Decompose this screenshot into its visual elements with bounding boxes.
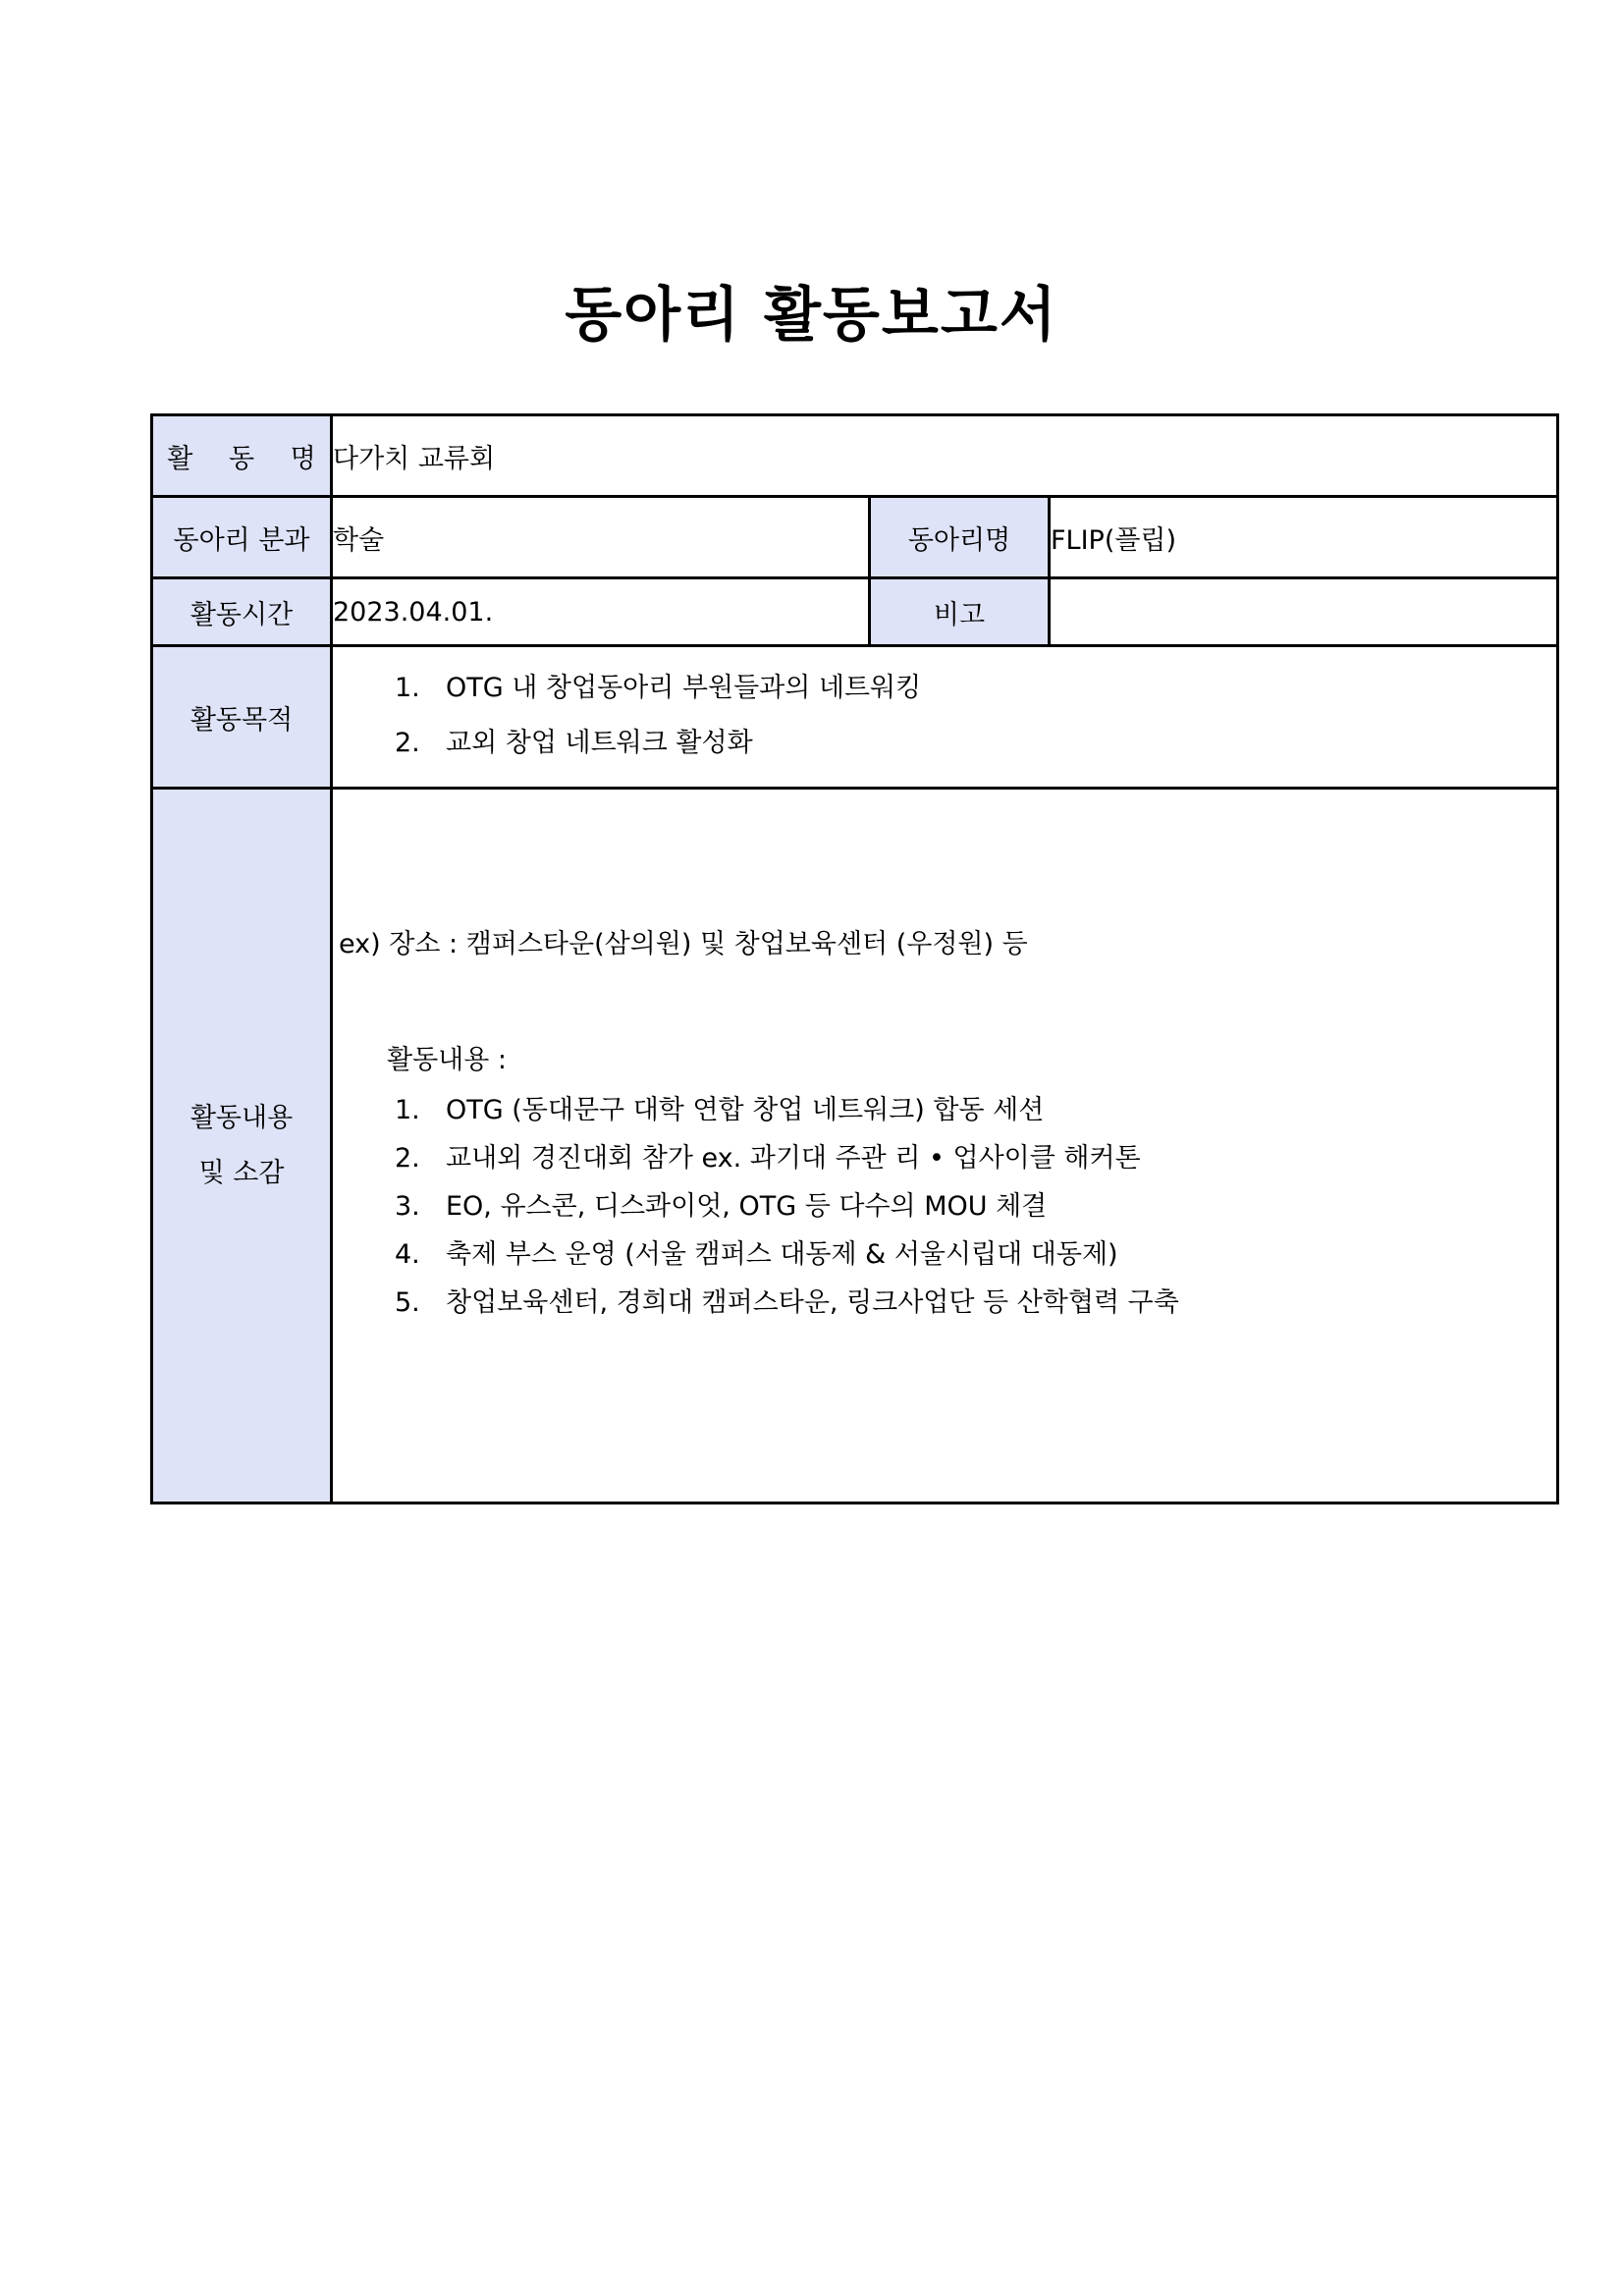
content-item-text: 창업보육센터, 경희대 캠퍼스타운, 링크사업단 등 산학협력 구축: [446, 1287, 1179, 1318]
remarks-label: 비고: [870, 578, 1050, 646]
row-activity-name: [152, 415, 1558, 497]
content-item-text: 축제 부스 운영 (서울 캠퍼스 대동제 & 서울시립대 대동제): [446, 1239, 1118, 1270]
content-item: [395, 1230, 1179, 1279]
content-item-number: 2.: [395, 1143, 420, 1174]
purpose-item: [333, 716, 1556, 771]
content-item: [395, 1182, 1179, 1230]
purpose-list: [333, 647, 1556, 787]
club-name-value: FLIP(플립): [1050, 497, 1558, 578]
content-item-text: 교내외 경진대회 참가 ex. 과기대 주관 리 • 업사이클 해커톤: [446, 1143, 1141, 1174]
row-content: [152, 789, 1558, 1503]
content-value: [332, 789, 1558, 1503]
row-club-info: [152, 497, 1558, 578]
purpose-item-text: OTG 내 창업동아리 부원들과의 네트워킹: [446, 673, 922, 703]
content-item: [395, 1086, 1179, 1134]
row-purpose: [152, 646, 1558, 789]
content-example: ex) 장소 : 캠퍼스타운(삼의원) 및 창업보육센터 (우정원) 등: [339, 929, 1028, 959]
document-title: 동아리 활동보고서: [565, 281, 1058, 350]
club-division-value: 학술: [332, 497, 870, 578]
content-label-line2: 및 소감: [198, 1157, 285, 1188]
content-item: [395, 1279, 1179, 1327]
activity-name-label-text: 활 동 명: [167, 443, 330, 474]
club-name-label: 동아리명: [870, 497, 1050, 578]
content-item-text: EO, 유스콘, 디스콰이엇, OTG 등 다수의 MOU 체결: [446, 1191, 1048, 1222]
content-wrapper: [333, 790, 1556, 1499]
content-label-line1: 활동내용: [189, 1102, 294, 1133]
report-table: [150, 413, 1559, 1504]
content-item-number: 1.: [395, 1095, 420, 1125]
purpose-item: [333, 661, 1556, 716]
content-label: [152, 789, 332, 1503]
content-heading: 활동내용 :: [387, 1045, 508, 1075]
purpose-value: [332, 646, 1558, 789]
purpose-item-text: 교외 창업 네트워크 활성화: [446, 728, 753, 758]
purpose-label: 활동목적: [152, 646, 332, 789]
activity-name-label: [152, 415, 332, 497]
content-item-number: 5.: [395, 1287, 420, 1318]
row-activity-time: [152, 578, 1558, 646]
club-division-label: 동아리 분과: [152, 497, 332, 578]
content-item-number: 3.: [395, 1191, 420, 1222]
purpose-item-number: 1.: [395, 673, 420, 703]
activity-name-value: 다가치 교류회: [332, 415, 1558, 497]
content-item-number: 4.: [395, 1239, 420, 1270]
content-list: [395, 1086, 1179, 1327]
activity-time-label: 활동시간: [152, 578, 332, 646]
remarks-value: [1050, 578, 1558, 646]
content-item-text: OTG (동대문구 대학 연합 창업 네트워크) 합동 세션: [446, 1095, 1045, 1125]
content-item: [395, 1134, 1179, 1182]
purpose-item-number: 2.: [395, 728, 420, 758]
activity-time-value: 2023.04.01.: [332, 578, 870, 646]
